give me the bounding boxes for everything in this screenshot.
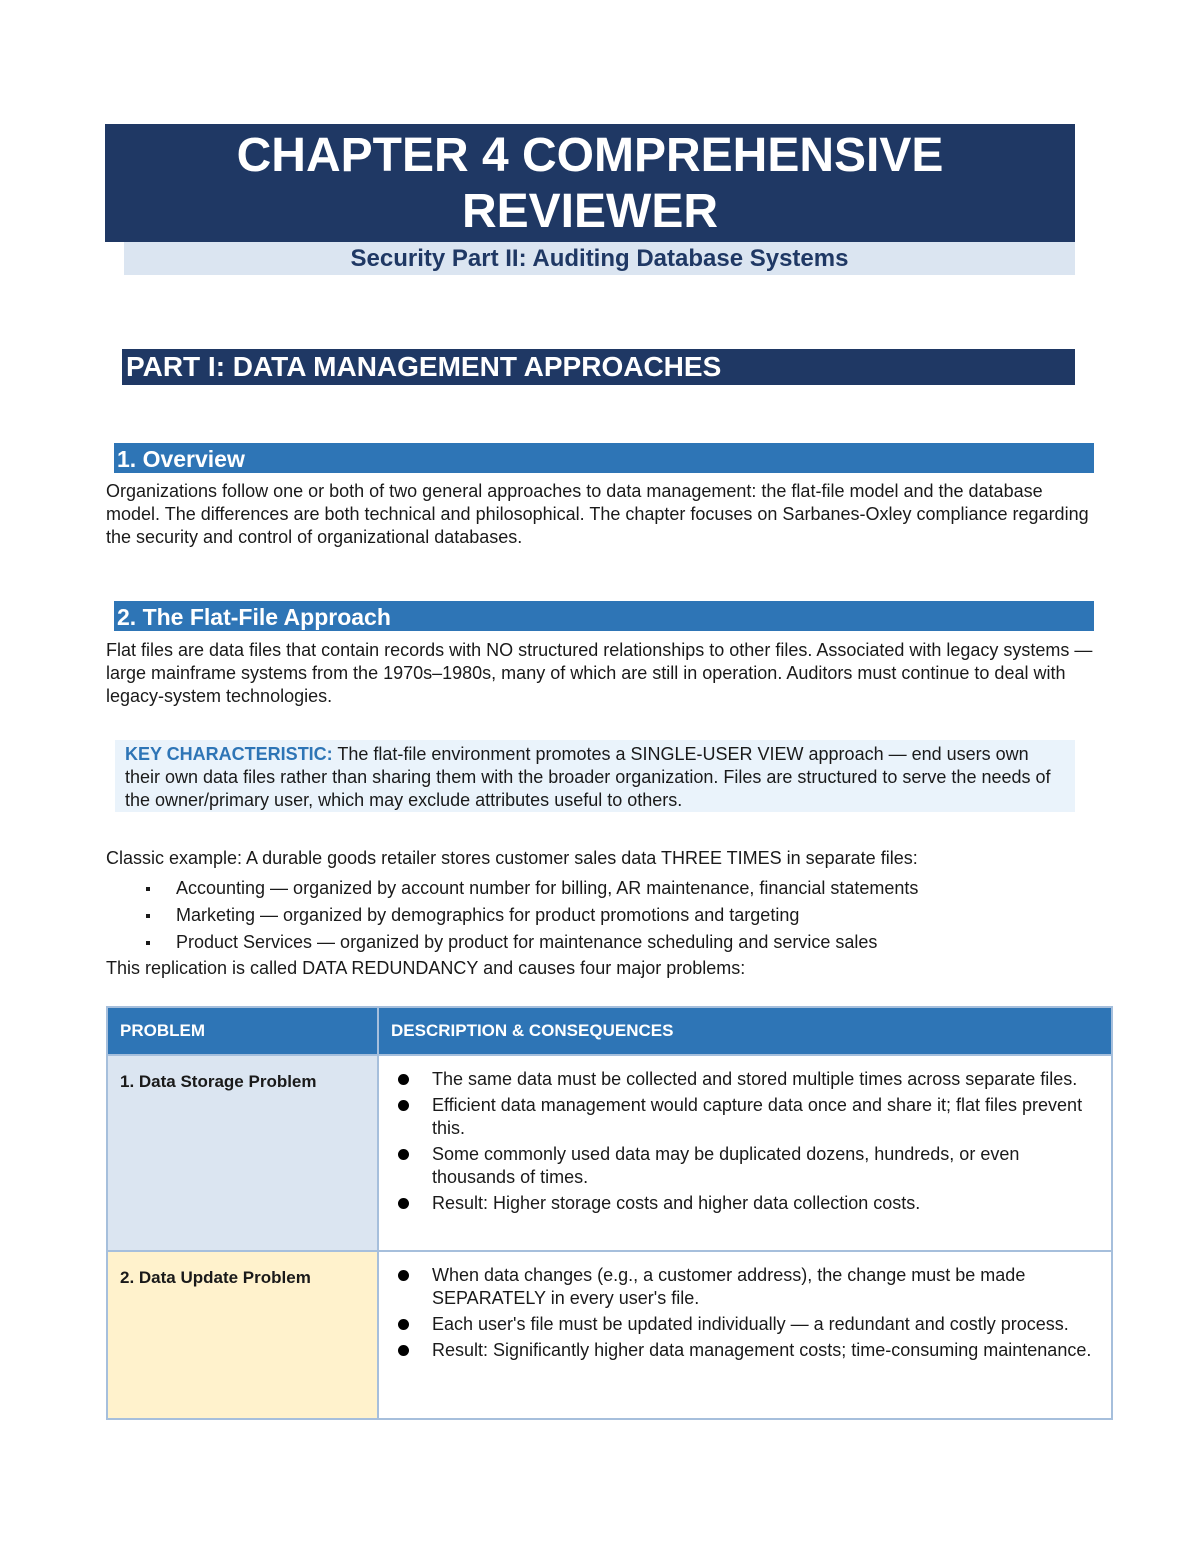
callout-label: KEY CHARACTERISTIC: xyxy=(125,744,333,764)
header-description: DESCRIPTION & CONSEQUENCES xyxy=(378,1007,1112,1055)
document-title xyxy=(105,124,1075,242)
bullet-dot-icon xyxy=(398,1270,409,1281)
key-characteristic-callout xyxy=(115,740,1075,812)
flat-file-paragraph: Flat files are data files that contain records with NO structured relationships to other files. Associated with legacy systems — large mainframe systems from the 1970s–1980s, many of which are still in operation. Auditors must continue to deal with legacy-system technologies. xyxy=(106,640,1093,706)
problem-description xyxy=(378,1055,1112,1251)
section-heading-overview: 1. Overview xyxy=(114,443,1094,473)
problems-table xyxy=(106,1006,1113,1420)
list-item: Accounting — organized by account number for billing, AR maintenance, financial statements xyxy=(106,875,1096,902)
section-heading-flat-file: 2. The Flat-File Approach xyxy=(114,601,1094,631)
table-row xyxy=(107,1251,1112,1419)
bullet-dot-icon xyxy=(398,1198,409,1209)
problem-description xyxy=(378,1251,1112,1419)
callout-text: The flat-file environment promotes a SINGLE-USER VIEW approach — end users own their own data files rather than sharing them with the broader organization. Files are structured to serve the needs of the owner/primary user, which may exclude attributes useful to others. xyxy=(125,744,1051,810)
example-intro: Classic example: A durable goods retailer stores customer sales data THREE TIMES in separate files: xyxy=(106,848,918,868)
list-item: Efficient data management would capture data once and share it; flat files prevent this. xyxy=(389,1094,1099,1140)
list-item: Result: Significantly higher data management costs; time-consuming maintenance. xyxy=(389,1339,1099,1362)
list-item: Product Services — organized by product for maintenance scheduling and service sales xyxy=(106,929,1096,956)
part-heading: PART I: DATA MANAGEMENT APPROACHES xyxy=(122,349,1075,385)
list-item: When data changes (e.g., a customer address), the change must be made SEPARATELY in every user's file. xyxy=(389,1264,1099,1310)
bullet-dot-icon xyxy=(398,1345,409,1356)
bullet-square-icon xyxy=(146,887,150,891)
bullet-dot-icon xyxy=(398,1074,409,1085)
example-outro: This replication is called DATA REDUNDANCY and causes four major problems: xyxy=(106,958,746,978)
bullet-dot-icon xyxy=(398,1149,409,1160)
document-subtitle: Security Part II: Auditing Database Systems xyxy=(124,242,1075,275)
table-header-row xyxy=(107,1007,1112,1055)
title-line-1: CHAPTER 4 COMPREHENSIVE xyxy=(236,129,944,182)
list-item: Some commonly used data may be duplicated dozens, hundreds, or even thousands of times. xyxy=(389,1143,1099,1189)
bullet-dot-icon xyxy=(398,1319,409,1330)
problem-label: 1. Data Storage Problem xyxy=(107,1055,378,1251)
problem-label: 2. Data Update Problem xyxy=(107,1251,378,1419)
example-list xyxy=(106,875,1096,956)
list-item: Result: Higher storage costs and higher data collection costs. xyxy=(389,1192,1099,1215)
title-line-2: REVIEWER xyxy=(461,185,719,238)
list-item: The same data must be collected and stored multiple times across separate files. xyxy=(389,1068,1099,1091)
bullet-square-icon xyxy=(146,941,150,945)
bullet-dot-icon xyxy=(398,1100,409,1111)
list-item: Marketing — organized by demographics for product promotions and targeting xyxy=(106,902,1096,929)
overview-paragraph: Organizations follow one or both of two general approaches to data management: the flat-file model and the database model. The differences are both technical and philosophical. The chapter focuses on Sarbanes-Oxley compliance regarding the security and control of organizational databases. xyxy=(106,481,1089,547)
list-item: Each user's file must be updated individually — a redundant and costly process. xyxy=(389,1313,1099,1336)
header-problem: PROBLEM xyxy=(107,1007,378,1055)
bullet-square-icon xyxy=(146,914,150,918)
table-row xyxy=(107,1055,1112,1251)
